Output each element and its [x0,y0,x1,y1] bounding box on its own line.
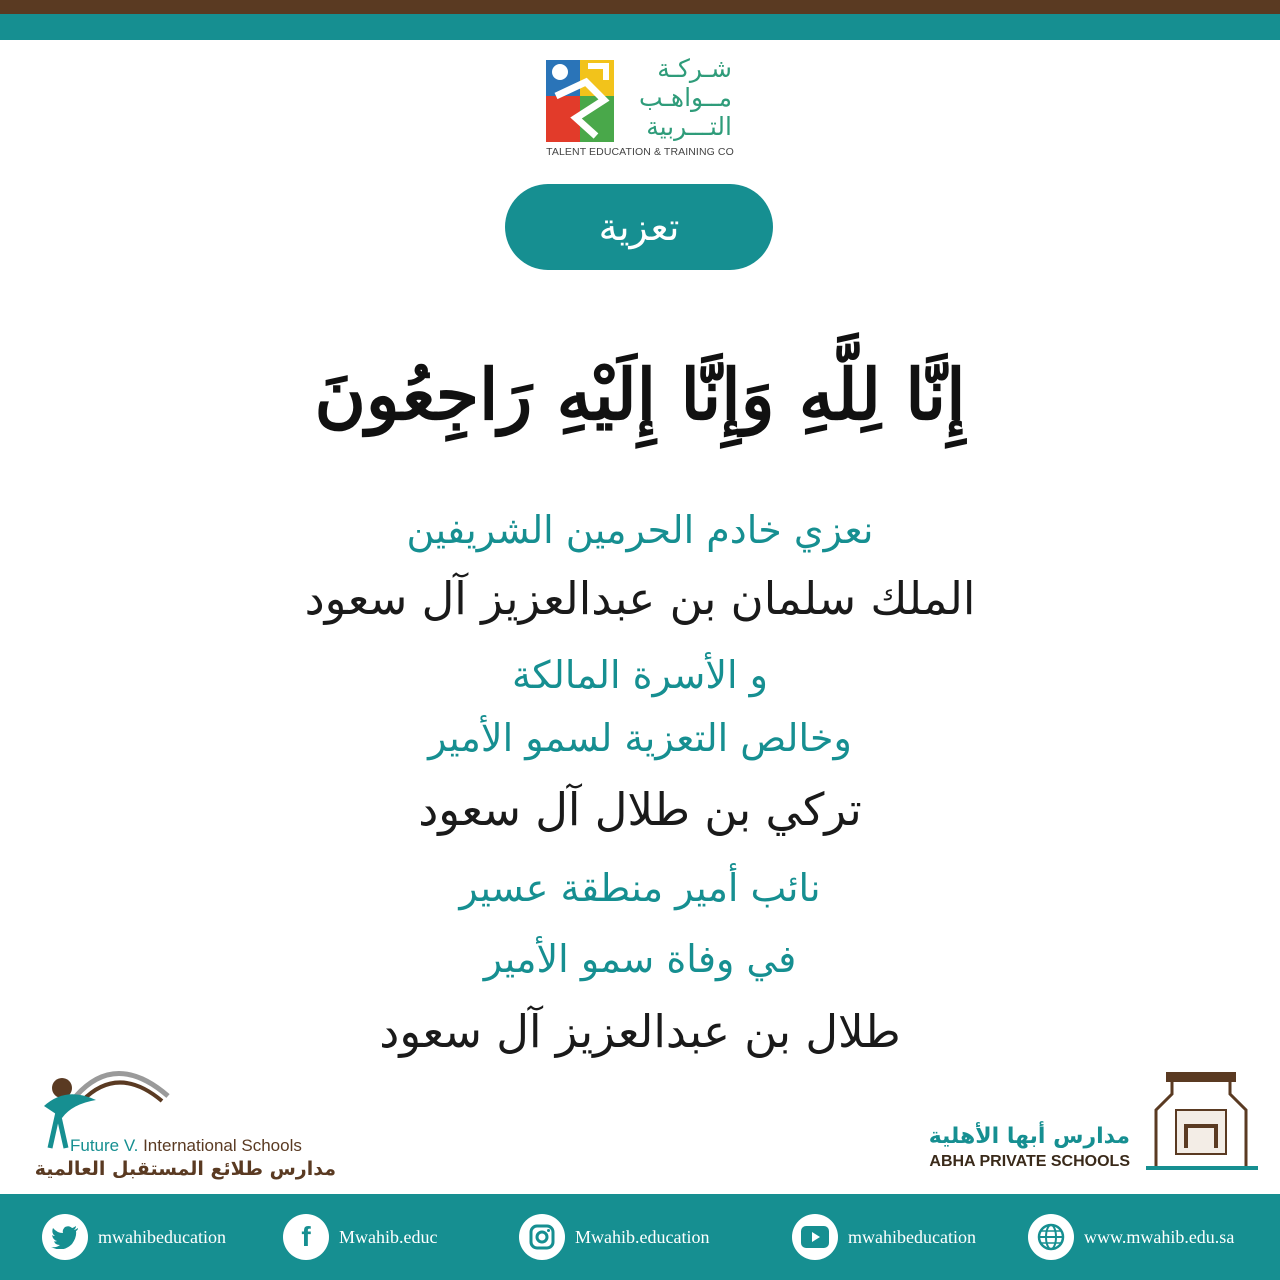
instagram-icon [519,1214,565,1260]
company-logo [540,54,740,162]
future-schools-name-ar: مدارس طلائع المستقبل العالمية [34,1158,336,1180]
message-line-8: طلال بن عبدالعزيز آل سعود [379,1005,901,1058]
abha-schools-name-en: ABHA PRIVATE SCHOOLS [929,1153,1130,1170]
message-line-4: وخالص التعزية لسمو الأمير [428,716,852,760]
twitter-handle: mwahibeducation [98,1226,226,1247]
instagram-link[interactable] [519,1213,709,1261]
abha-schools-emblem [1136,1070,1266,1180]
social-footer [0,1194,1280,1280]
message-line-6: نائب أمير منطقة عسير [459,866,821,910]
future-schools-logo [36,1056,346,1186]
youtube-handle: mwahibeducation [848,1226,976,1247]
twitter-link[interactable] [42,1213,226,1261]
twitter-icon [42,1214,88,1260]
instagram-handle: Mwahib.education [575,1226,710,1247]
message-line-2: الملك سلمان بن عبدالعزيز آل سعود [304,572,976,625]
quran-verse-calligraphy [212,300,1068,490]
website-url: www.mwahib.edu.sa [1084,1226,1235,1247]
message-line-1: نعزي خادم الحرمين الشريفين [406,508,874,552]
youtube-link[interactable] [792,1213,976,1261]
company-name-en: TALENT EDUCATION & TRAINING CO [546,146,734,158]
verse-text: إِنَّا لِلَّهِ وَإِنَّا إِلَيْهِ رَاجِعُونَ [314,353,966,436]
message-line-5: تركي بن طلال آل سعود [418,783,862,836]
abha-schools-name-ar: مدارس أبها الأهلية [928,1124,1130,1149]
youtube-icon [792,1214,838,1260]
condolence-badge: تعزية [505,184,773,270]
company-name-ar: شـركـة مــواهـب التـــربية [639,54,732,141]
top-brown-stripe [0,0,1280,14]
facebook-icon: f [283,1214,329,1260]
abha-schools-name [880,1124,1130,1171]
future-schools-name-en: Future V. International Schools [70,1136,302,1155]
message-line-3: و الأسرة المالكة [511,653,769,697]
globe-icon [1028,1214,1074,1260]
facebook-link[interactable] [283,1213,437,1261]
facebook-handle: Mwahib.educ [339,1226,438,1247]
top-teal-stripe [0,14,1280,40]
website-link[interactable] [1028,1213,1234,1261]
message-line-7: في وفاة سمو الأمير [483,937,797,981]
company-logo-mark [546,56,618,146]
